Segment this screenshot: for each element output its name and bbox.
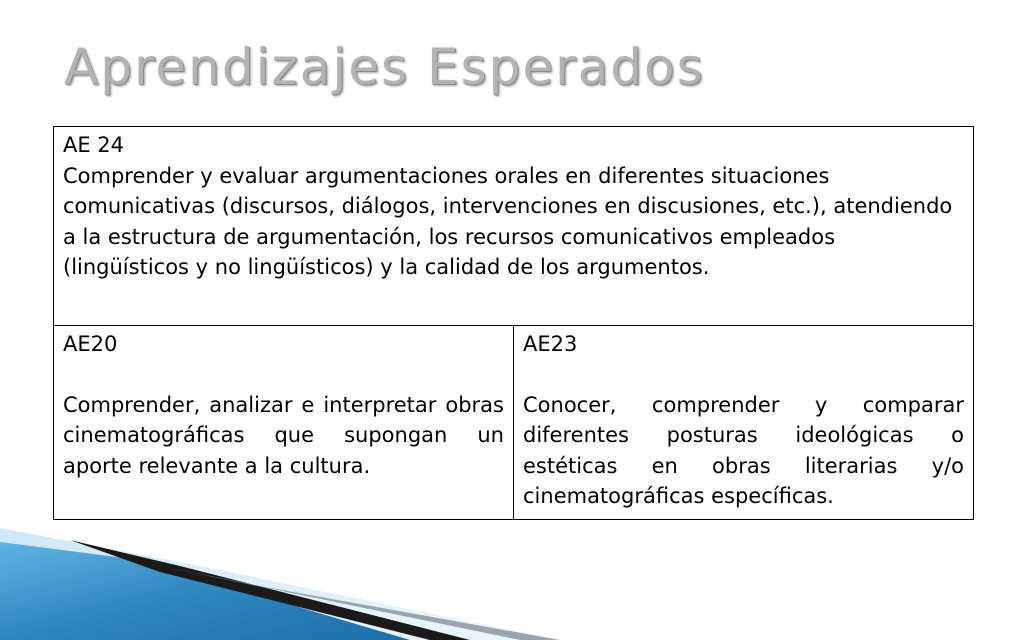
- table-row: [54, 326, 974, 520]
- ae23-code: AE23: [523, 332, 578, 356]
- ae20-description: Comprender, analizar e interpretar obras cinematográficas que supongan un aporte relevante a la cultura.: [63, 392, 504, 478]
- ae23-cell: [514, 326, 974, 520]
- ae20-cell: [54, 326, 514, 520]
- cell-spacer: [63, 360, 504, 390]
- ae24-description: Comprender y evaluar argumentaciones orales en diferentes situaciones comunicativas (discursos, diálogos, intervenciones en discusiones, etc.), atendiendo a la estructura de argumentación, los recursos comunicativos empleados (lingüísticos y no lingüísticos) y la calidad de los argumentos.: [63, 163, 953, 279]
- ae23-description: Conocer, comprender y comparar diferentes posturas ideológicas o estéticas en obras literarias y/o cinematográficas específicas.: [523, 392, 964, 508]
- ae20-code: AE20: [63, 332, 118, 356]
- ae24-cell: [54, 127, 974, 326]
- table-row: [54, 127, 974, 326]
- ae24-code: AE 24: [63, 133, 125, 157]
- slide-title: Aprendizajes Esperados: [64, 38, 705, 96]
- cell-spacer: [523, 360, 964, 390]
- expected-learnings-table: [53, 126, 974, 520]
- decorative-wave-graphic: [0, 520, 1024, 640]
- decor-blue-band: [0, 542, 410, 640]
